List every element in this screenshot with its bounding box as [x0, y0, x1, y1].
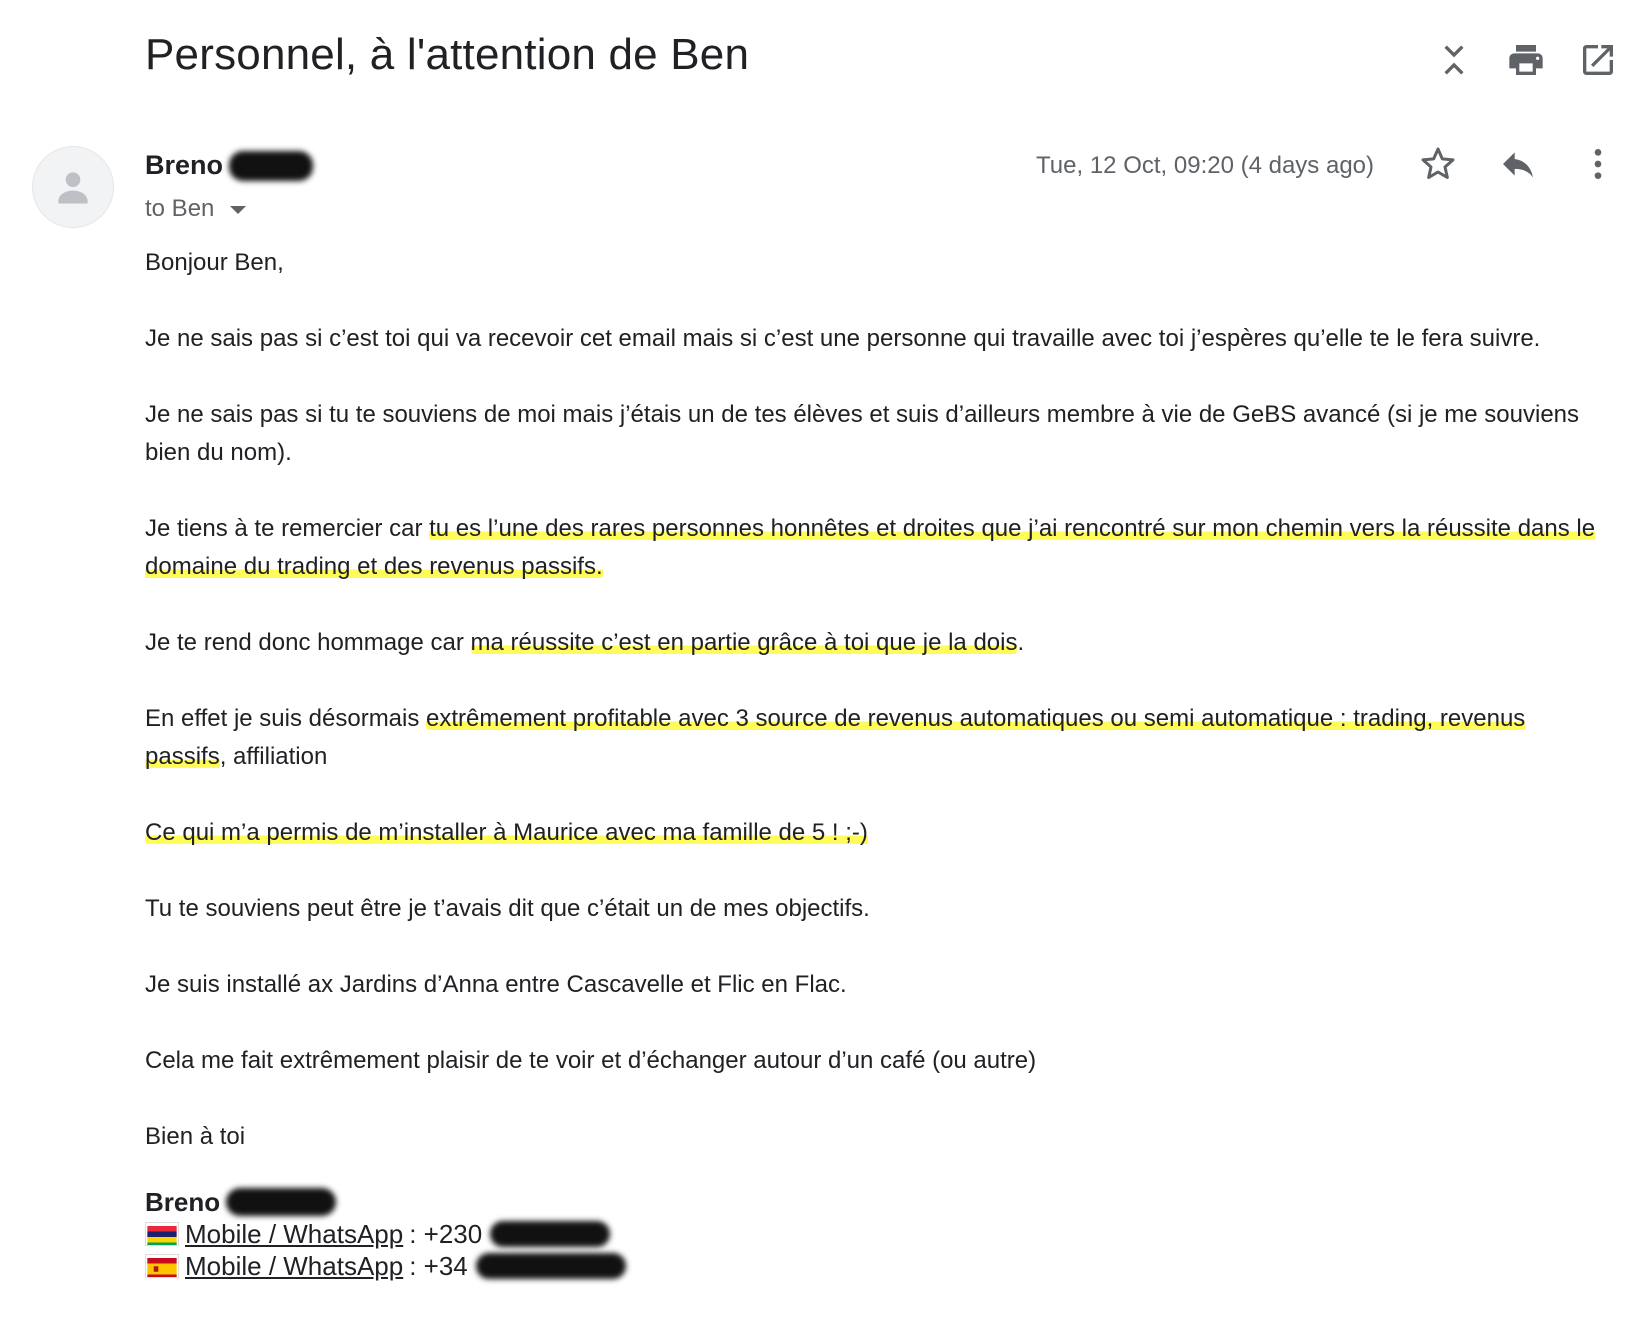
highlighted-text: extrêmement profitable avec 3 source de revenus automatiques ou semi automatique : trading, revenus passifs — [145, 705, 1526, 770]
mauritius-flag-icon — [145, 1222, 179, 1246]
paragraph-6 — [145, 814, 1605, 852]
chevron-down-icon[interactable] — [230, 206, 246, 214]
more-options-button[interactable] — [1576, 142, 1620, 186]
paragraph-4-end: . — [1017, 629, 1025, 656]
paragraph-9: Cela me fait extrêmement plaisir de te voir et d’échanger autour d’un café (ou autre) — [145, 1047, 1037, 1074]
paragraph-8: Je suis installé ax Jardins d’Anna entre Cascavelle et Flic en Flac. — [145, 971, 847, 998]
paragraph-3-text: Je tiens à te remercier car — [145, 515, 430, 542]
collapse-all-button[interactable] — [1432, 38, 1476, 82]
phone-row-spain — [145, 1250, 1605, 1282]
highlighted-text: Ce qui m’a permis de m’installer à Maurice avec ma famille de 5 ! ;-) — [145, 819, 868, 846]
spain-flag-icon — [145, 1254, 179, 1278]
star-icon — [1418, 144, 1458, 184]
print-button[interactable] — [1504, 38, 1548, 82]
reply-icon — [1498, 144, 1538, 184]
phone-prefix-mauritius: : +230 — [409, 1219, 483, 1249]
paragraph-5-end: , affiliation — [219, 743, 328, 770]
signature-name — [145, 1186, 1605, 1218]
paragraph-3 — [145, 510, 1605, 586]
message-toolbar — [1416, 142, 1620, 186]
recipient-line[interactable] — [145, 195, 246, 223]
phone-prefix-spain: : +34 — [409, 1251, 468, 1281]
redacted-phone — [476, 1253, 626, 1279]
redacted-surname — [229, 151, 313, 181]
sender-name[interactable] — [145, 150, 313, 181]
open-in-new-window-button[interactable] — [1576, 38, 1620, 82]
sender-avatar — [32, 146, 114, 228]
redacted-phone — [490, 1221, 610, 1247]
recipient-text: to Ben — [145, 195, 215, 222]
paragraph-7: Tu te souviens peut être je t’avais dit que c’était un de mes objectifs. — [145, 895, 870, 922]
reply-button[interactable] — [1496, 142, 1540, 186]
signature-first-name: Breno — [145, 1187, 221, 1217]
highlighted-text: tu es l’une des rares personnes honnêtes et droites que j’ai rencontré sur mon chemin vers la réussite dans le domaine du trading et des revenus passifs. — [145, 515, 1596, 580]
phone-row-mauritius — [145, 1218, 1605, 1250]
paragraph-4 — [145, 624, 1605, 662]
whatsapp-link-spain[interactable]: Mobile / WhatsApp — [185, 1251, 404, 1281]
paragraph-2: Je ne sais pas si tu te souviens de moi mais j’étais un de tes élèves et suis d’ailleurs membre à vie de GeBS avancé (si je me souviens bien du nom). — [145, 401, 1580, 466]
print-icon — [1506, 40, 1546, 80]
message-date: Tue, 12 Oct, 09:20 (4 days ago) — [1036, 152, 1374, 179]
highlighted-text: ma réussite c’est en partie grâce à toi que je la dois — [470, 629, 1018, 656]
redacted-surname — [226, 1188, 336, 1216]
more-vert-icon — [1578, 144, 1618, 184]
closing: Bien à toi — [145, 1123, 246, 1150]
person-icon — [51, 165, 95, 209]
star-button[interactable] — [1416, 142, 1460, 186]
paragraph-5-text: En effet je suis désormais — [145, 705, 427, 732]
sender-first-name: Breno — [145, 150, 224, 180]
thread-toolbar — [1432, 38, 1620, 82]
open-in-new-icon — [1578, 40, 1618, 80]
email-body — [145, 244, 1605, 1282]
email-subject: Personnel, à l'attention de Ben — [145, 30, 750, 79]
paragraph-5 — [145, 700, 1605, 776]
paragraph-1: Je ne sais pas si c’est toi qui va recevoir cet email mais si c’est une personne qui travaille avec toi j’espères qu’elle te le fera suivre. — [145, 325, 1541, 352]
paragraph-4-text: Je te rend donc hommage car — [145, 629, 471, 656]
signature — [145, 1186, 1605, 1282]
whatsapp-link-mauritius[interactable]: Mobile / WhatsApp — [185, 1219, 404, 1249]
collapse-icon — [1434, 40, 1474, 80]
greeting: Bonjour Ben, — [145, 249, 284, 276]
